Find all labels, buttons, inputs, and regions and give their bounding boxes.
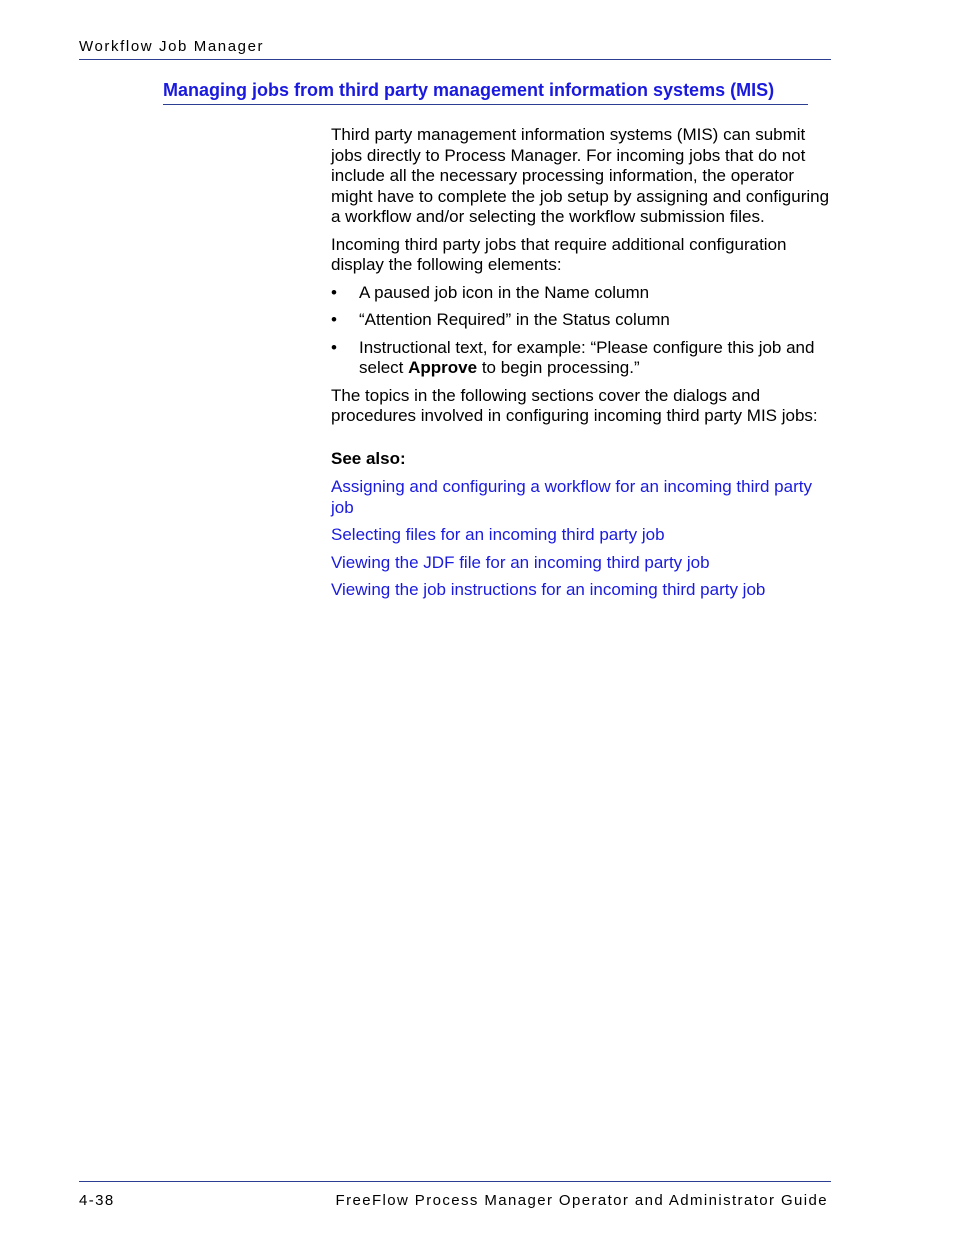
- running-header: Workflow Job Manager: [79, 38, 265, 55]
- list-item: [331, 338, 831, 379]
- list-item-text-before: Instructional text, for example: “Please configure this job and select: [359, 337, 815, 377]
- page-number: 4-38: [79, 1192, 115, 1209]
- section-title: Managing jobs from third party management information systems (MIS): [163, 78, 808, 105]
- list-item: [331, 283, 831, 304]
- elements-paragraph: Incoming third party jobs that require additional configuration display the following elements:: [331, 234, 787, 274]
- link-viewing-instructions[interactable]: Viewing the job instructions for an incoming third party job: [331, 580, 766, 599]
- footer-rule: [79, 1181, 831, 1182]
- list-item-text: “Attention Required” in the Status column: [359, 310, 670, 329]
- approve-term: Approve: [408, 358, 478, 377]
- bullet-mark: •: [331, 282, 337, 302]
- list-item-text: A paused job icon in the Name column: [359, 282, 650, 302]
- list-item-text-after: to begin processing.”: [477, 358, 640, 377]
- intro-paragraph: Third party management information systems (MIS) can submit jobs directly to Process Manager. For incoming jobs that do not include all the necessary processing information, the operator might have to complete the job setup by assigning and configuring a workflow and/or selecting the workflow submission files.: [331, 125, 830, 226]
- list-item: [331, 310, 831, 331]
- link-selecting-files[interactable]: Selecting files for an incoming third party job: [331, 525, 665, 544]
- body-column: [331, 125, 831, 608]
- topics-paragraph: The topics in the following sections cover the dialogs and procedures involved in configuring incoming third party MIS jobs:: [331, 385, 818, 425]
- element-list: [331, 283, 831, 379]
- see-also-heading: See also:: [331, 448, 406, 468]
- guide-title: FreeFlow Process Manager Operator and Administrator Guide: [335, 1192, 828, 1209]
- header-rule: [79, 59, 831, 60]
- link-assigning-workflow[interactable]: Assigning and configuring a workflow for an incoming third party job: [331, 477, 812, 517]
- link-viewing-jdf[interactable]: Viewing the JDF file for an incoming third party job: [331, 552, 710, 572]
- bullet-mark: •: [331, 337, 337, 357]
- bullet-mark: •: [331, 310, 337, 329]
